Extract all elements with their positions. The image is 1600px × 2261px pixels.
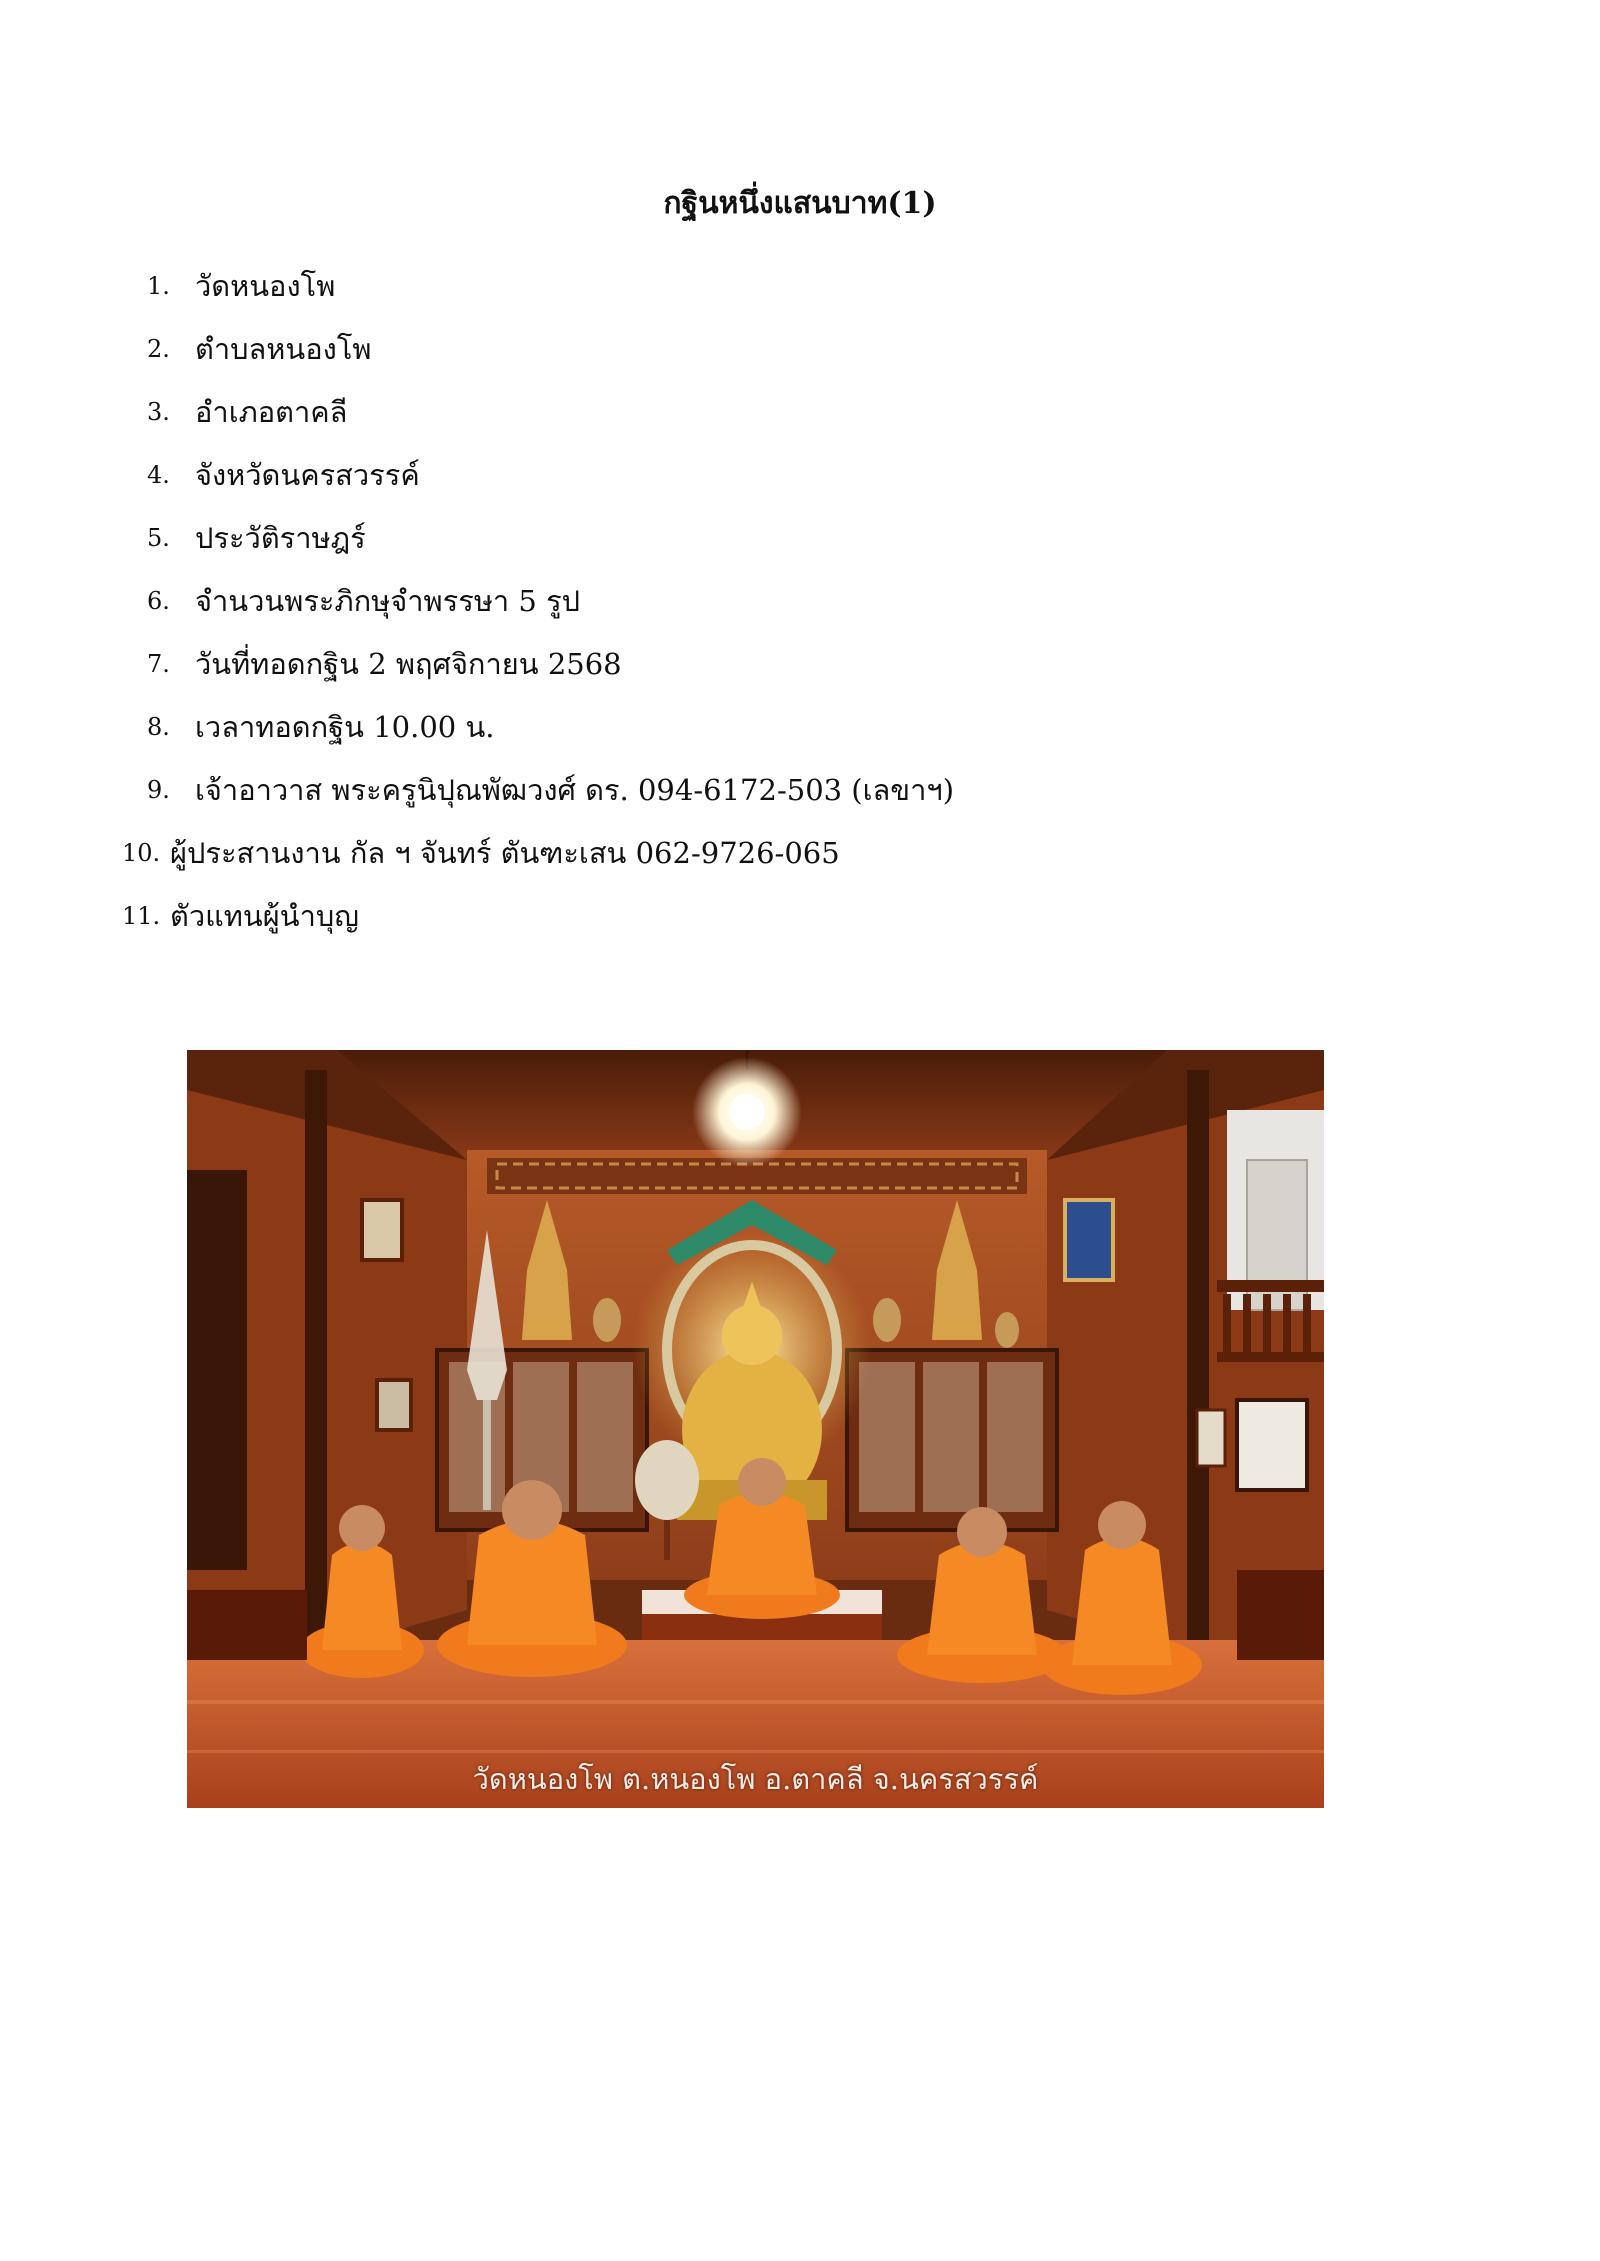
list-item <box>0 451 1500 499</box>
item-text: วัดหนองโพ <box>195 269 336 303</box>
item-number: 7. <box>147 650 170 678</box>
item-text: อำเภอตาคลี <box>195 395 348 429</box>
pillar-right <box>1187 1070 1209 1650</box>
list-item <box>0 388 1500 436</box>
buddha-head <box>722 1305 782 1365</box>
list-item <box>0 703 1500 751</box>
list-item <box>0 640 1500 688</box>
item-text: ประวัติราษฎร์ <box>195 521 366 555</box>
item-number: 6. <box>147 587 170 615</box>
temple-scene-illustration <box>187 1050 1324 1808</box>
ceremonial-fan <box>635 1440 699 1520</box>
item-number: 11. <box>122 902 161 930</box>
item-number: 2. <box>147 335 170 363</box>
list-item <box>0 766 1500 814</box>
item-number: 4. <box>147 461 170 489</box>
list-item <box>0 514 1500 562</box>
item-number: 10. <box>122 839 161 867</box>
pillar-left <box>305 1070 327 1650</box>
item-number: 1. <box>147 272 170 300</box>
item-text: ตัวแทนผู้นำบุญ <box>170 899 359 933</box>
item-text: เวลาทอดกฐิน 10.00 น. <box>195 710 495 744</box>
item-number: 5. <box>147 524 170 552</box>
list-item <box>0 829 1500 877</box>
item-text: ผู้ประสานงาน กัล ฯ จันทร์ ตันฑะเสน 062-9726-065 <box>170 836 840 870</box>
page-title: กฐินหนึ่งแสนบาท(1) <box>663 186 937 221</box>
item-text: จำนวนพระภิกษุจำพรรษา 5 รูป <box>195 584 581 618</box>
item-number: 8. <box>147 713 170 741</box>
list-item <box>0 262 1500 310</box>
list-item <box>0 577 1500 625</box>
list-item <box>0 325 1500 373</box>
item-number: 9. <box>147 776 170 804</box>
item-text: เจ้าอาวาส พระครูนิปุณพัฒวงศ์ ดร. 094-6172-503 (เลขาฯ) <box>195 773 955 807</box>
item-text: จังหวัดนครสวรรค์ <box>195 458 420 492</box>
temple-photo <box>187 1050 1324 1808</box>
item-number: 3. <box>147 398 170 426</box>
list-item <box>0 892 1500 940</box>
photo-caption: วัดหนองโพ ต.หนองโพ อ.ตาคลี จ.นครสวรรค์ <box>472 1762 1039 1796</box>
item-text: ตำบลหนองโพ <box>195 332 372 366</box>
item-text: วันที่ทอดกฐิน 2 พฤศจิกายน 2568 <box>195 647 622 681</box>
